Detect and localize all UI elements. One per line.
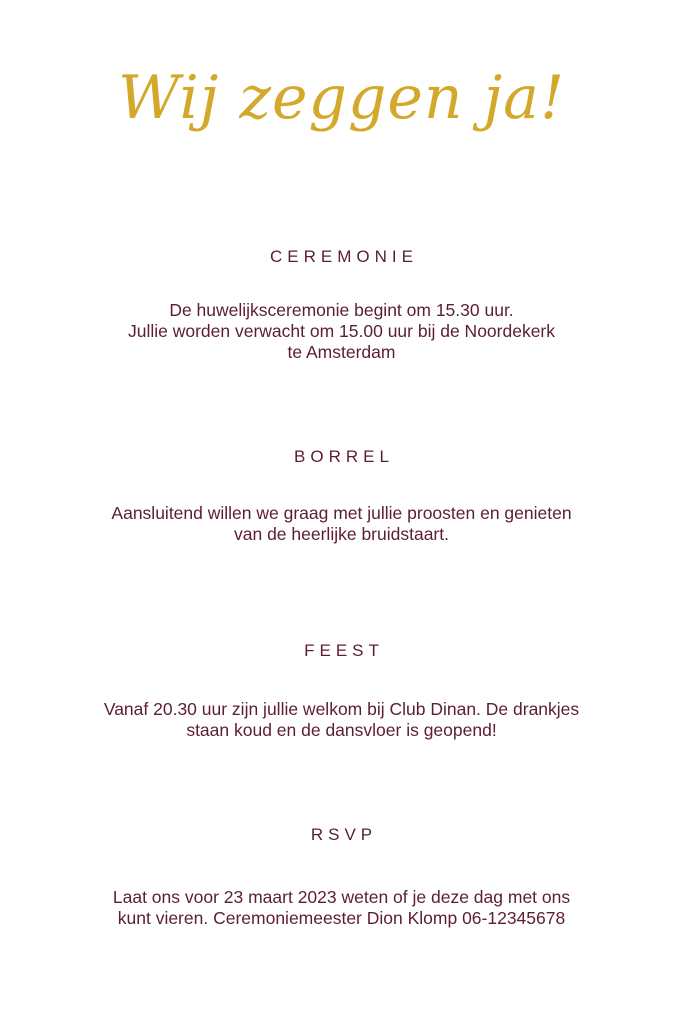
body-line: staan koud en de dansvloer is geopend! xyxy=(186,720,497,740)
body-line: Jullie worden verwacht om 15.00 uur bij de Noordekerk xyxy=(127,321,556,341)
body-line: van de heerlijke bruidstaart. xyxy=(234,524,449,544)
body-line: Laat ons voor 23 maart 2023 weten of je deze dag met ons xyxy=(112,887,571,907)
section-feest xyxy=(0,641,683,741)
body-line: kunt vieren. Ceremoniemeester Dion Klomp 06-12345678 xyxy=(117,908,566,928)
section-rsvp xyxy=(0,825,683,929)
section-body-rsvp xyxy=(0,887,683,929)
body-line: De huwelijksceremonie begint om 15.30 uur. xyxy=(169,300,514,320)
section-body-ceremonie xyxy=(0,300,683,363)
body-line: Vanaf 20.30 uur zijn jullie welkom bij Club Dinan. De drankjes xyxy=(103,699,580,719)
section-ceremonie xyxy=(0,247,683,363)
invitation-title: Wij zeggen ja! xyxy=(117,63,566,133)
section-body-feest xyxy=(0,699,683,741)
section-heading-rsvp: RSVP xyxy=(310,825,378,844)
section-body-borrel xyxy=(0,503,683,545)
section-heading-ceremonie: CEREMONIE xyxy=(270,247,418,266)
body-line: Aansluitend willen we graag met jullie proosten en genieten xyxy=(111,503,572,523)
section-heading-borrel: BORREL xyxy=(294,447,394,466)
section-heading-feest: FEEST xyxy=(304,641,384,660)
section-borrel xyxy=(0,447,683,545)
body-line: te Amsterdam xyxy=(287,342,396,362)
